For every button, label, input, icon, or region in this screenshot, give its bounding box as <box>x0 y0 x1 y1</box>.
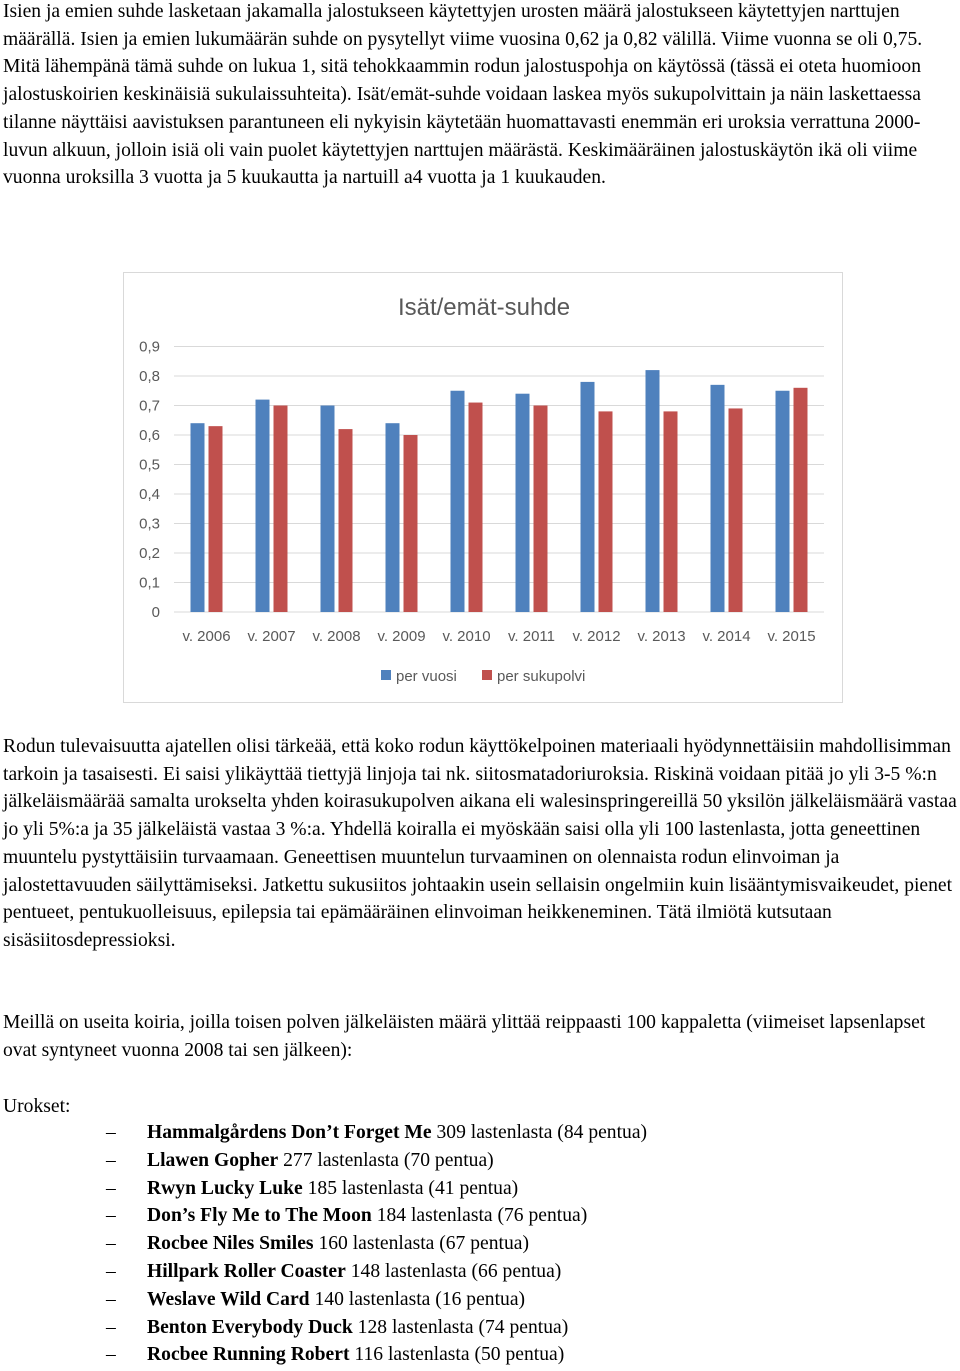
list-dash: – <box>106 1149 116 1171</box>
sire-entry <box>147 1286 525 1314</box>
sire-list-item <box>0 1341 960 1369</box>
sire-detail: 277 lastenlasta (70 pentua) <box>283 1149 494 1171</box>
bar-per-sukupolvi <box>794 388 808 612</box>
legend-swatch <box>482 670 492 680</box>
bar-per-sukupolvi <box>339 429 353 612</box>
sire-detail: 148 lastenlasta (66 pentua) <box>350 1260 562 1282</box>
y-tick-label: 0,7 <box>139 397 160 415</box>
y-tick-label: 0,3 <box>139 515 160 533</box>
chart-canvas <box>124 273 842 702</box>
sire-detail: 160 lastenlasta (67 pentua) <box>318 1233 530 1255</box>
sire-name: Benton Everybody Duck <box>147 1316 353 1338</box>
bar-per-sukupolvi <box>469 403 483 612</box>
y-tick-label: 0,8 <box>139 368 160 385</box>
bar-per-sukupolvi <box>534 406 548 613</box>
x-tick-label: v. 2014 <box>702 628 751 645</box>
legend-swatch <box>381 670 391 680</box>
list-dash: – <box>106 1344 116 1366</box>
chart-title: Isät/emät-suhde <box>397 294 571 321</box>
bar-per-vuosi <box>776 391 790 612</box>
y-tick-label: 0,2 <box>139 545 160 562</box>
sire-detail: 116 lastenlasta (50 pentua) <box>354 1344 565 1366</box>
y-tick-label: 0,6 <box>139 427 160 444</box>
bar-per-vuosi <box>191 423 205 612</box>
bar-per-vuosi <box>516 394 530 612</box>
sire-dam-ratio-chart <box>123 272 843 703</box>
sire-name: Weslave Wild Card <box>147 1288 310 1310</box>
bar-per-vuosi <box>321 406 335 613</box>
list-dash: – <box>106 1177 116 1199</box>
sire-detail: 309 lastenlasta (84 pentua) <box>436 1122 648 1143</box>
sire-entry <box>147 1258 561 1286</box>
sire-name: Rwyn Lucky Luke <box>147 1177 303 1199</box>
sire-list-item <box>0 1175 960 1203</box>
legend-label: per vuosi <box>396 668 457 685</box>
future-paragraph: Rodun tulevaisuutta ajatellen olisi tärkeää, että koko rodun käyttökelpoinen materiaali hyödynnettäisiin mahdollisimman tarkoin ja tasaisesti. Ei saisi ylikäyttää tiettyjä linjoja tai nk. siitosmatadoriuroksia. Riskinä voidaan pitää jo yli 3-5 %:n jälkeläismäärää samalta urokselta yhden koirasukupolven aikana eli walesinspringereillä 50 yksilön jälkeläismäärä vastaa jo yli 5%:a ja 35 jälkeläistä vastaa 3 %:a. Yhdellä koiralla ei myöskään saisi olla yli 100 lastenlasta, jotta geneettinen muuntelu pystyttäisiin turvaamaan. Geneettisen muuntelun turvaaminen on olennaista rodun elinvoiman ja jalostettavuuden säilyttämiseksi. Jatkettu sukusiitos johtaakin usein sellaisin ongelmiin kuin lisääntymisvaikeudet, pienet pentueet, pentukuolleisuus, epilepsia tai epämääräinen elinvoiman heikkeneminen. Tätä ilmiötä kutsutaan sisäsiitosdepressioksi. <box>3 736 957 951</box>
sire-entry <box>147 1175 518 1203</box>
sire-entry <box>147 1341 564 1369</box>
bar-per-sukupolvi <box>209 426 223 612</box>
x-tick-label: v. 2009 <box>377 628 426 645</box>
x-tick-label: v. 2015 <box>767 628 816 645</box>
sire-list-item <box>0 1202 960 1230</box>
sire-detail: 140 lastenlasta (16 pentua) <box>314 1288 526 1310</box>
sire-name: Don’s Fly Me to The Moon <box>147 1205 372 1227</box>
urokset-label: Urokset: <box>3 1096 71 1117</box>
sire-entry <box>147 1314 568 1342</box>
sire-entry <box>147 1147 494 1175</box>
sire-list-item <box>0 1147 960 1175</box>
sire-list-item <box>0 1258 960 1286</box>
bar-per-sukupolvi <box>404 435 418 612</box>
list-dash: – <box>106 1205 116 1227</box>
list-dash: – <box>106 1260 116 1282</box>
x-tick-label: v. 2006 <box>182 628 231 645</box>
bar-per-vuosi <box>711 385 725 612</box>
sire-name: Rocbee Niles Smiles <box>147 1233 314 1255</box>
y-tick-label: 0,1 <box>139 574 160 592</box>
sire-detail: 184 lastenlasta (76 pentua) <box>376 1205 588 1227</box>
grandchildren-paragraph: Meillä on useita koiria, joilla toisen polven jälkeläisten määrä ylittää reippaasti 100 kappaletta (viimeiset lapsenlapset ovat syntyneet vuonna 2008 tai sen jälkeen): <box>3 1012 926 1061</box>
bar-per-vuosi <box>646 370 660 612</box>
sire-name: Llawen Gopher <box>147 1149 279 1171</box>
sire-name: Hillpark Roller Coaster <box>147 1260 346 1282</box>
list-dash: – <box>106 1122 116 1143</box>
sire-detail: 185 lastenlasta (41 pentua) <box>307 1177 519 1199</box>
x-tick-label: v. 2008 <box>312 628 361 645</box>
list-dash: – <box>106 1233 116 1255</box>
sire-entry <box>147 1119 647 1147</box>
sire-list-item <box>0 1230 960 1258</box>
sire-name: Rocbee Running Robert <box>147 1344 350 1366</box>
x-tick-label: v. 2010 <box>442 628 491 645</box>
bar-per-vuosi <box>451 391 465 612</box>
sire-entry <box>147 1202 587 1230</box>
bar-per-vuosi <box>386 423 400 612</box>
y-tick-label: 0,9 <box>139 338 160 356</box>
y-tick-label: 0,5 <box>139 456 160 474</box>
y-tick-label: 0,4 <box>139 486 160 503</box>
sire-detail: 128 lastenlasta (74 pentua) <box>357 1316 569 1338</box>
list-dash: – <box>106 1288 116 1310</box>
legend-label: per sukupolvi <box>497 668 586 685</box>
sire-list-item <box>0 1286 960 1314</box>
list-dash: – <box>106 1316 116 1338</box>
sire-list-item <box>0 1314 960 1342</box>
x-tick-label: v. 2013 <box>637 628 686 645</box>
x-tick-label: v. 2012 <box>572 628 621 645</box>
x-tick-label: v. 2007 <box>247 628 296 645</box>
intro-paragraph: Isien ja emien suhde lasketaan jakamalla jalostukseen käytettyjen urosten määrä jalostukseen käytettyjen narttujen määrällä. Isien ja emien lukumäärän suhde on pysytellyt viime vuosina 0,62 ja 0,82 välillä. Viime vuonna se oli 0,75. Mitä lähempänä tämä suhde on lukua 1, sitä tehokkaammin rodun jalostuspohja on käytössä (tässä ei oteta huomioon jalostuskoirien keskinäisiä sukulaissuhteita). Isät/emät-suhde voidaan laskea myös sukupolvittain ja näin laskettaessa tilanne näyttäisi aavistuksen parantuneen eli nykyisin käytetään huomattavasti enemmän eri uroksia verrattuna 2000-luvun alkuun, jolloin isiä oli vain puolet käytettyjen narttujen määrästä. Keskimääräinen jalostuskäytön ikä oli viime vuonna uroksilla 3 vuotta ja 5 kuukautta ja nartuill a4 vuotta ja 1 kuukauden. <box>3 1 923 189</box>
bar-per-vuosi <box>581 382 595 612</box>
sire-name: Hammalgårdens Don’t Forget Me <box>147 1122 432 1143</box>
y-tick-label: 0 <box>151 604 160 621</box>
bar-per-vuosi <box>256 400 270 612</box>
sire-list <box>0 1119 960 1369</box>
bar-per-sukupolvi <box>274 406 288 613</box>
bar-per-sukupolvi <box>599 411 613 612</box>
sire-entry <box>147 1230 529 1258</box>
x-tick-label: v. 2011 <box>508 628 555 645</box>
bar-per-sukupolvi <box>664 411 678 612</box>
sire-list-item <box>0 1119 960 1147</box>
bar-per-sukupolvi <box>729 408 743 612</box>
